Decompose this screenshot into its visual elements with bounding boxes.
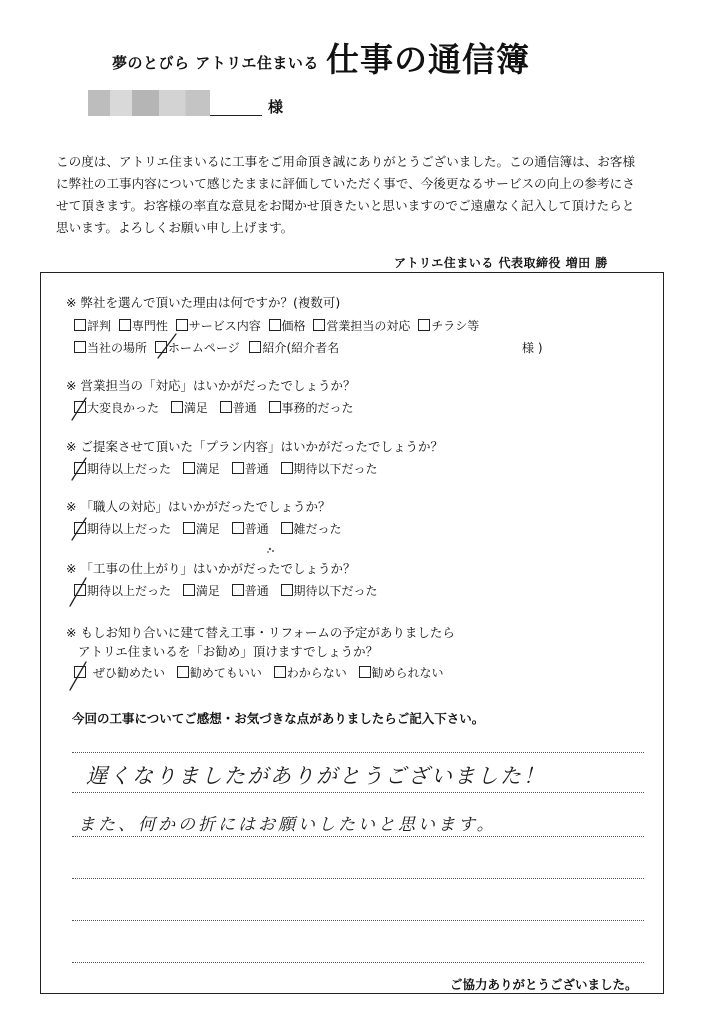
comment-line [72,920,644,921]
footer-thanks: ご協力ありがとうございました。 [450,977,638,992]
referrer-suffix: 様 ) [522,341,543,355]
comment-line [72,752,644,753]
question-3-text: ※ ご提案させて頂いた「プラン内容」はいかがだったでしょうか？ [66,439,443,454]
check-mark-homepage [158,334,176,358]
check-mark-q6 [70,662,86,690]
question-2-options: 大変良かった 満足 普通 事務的だった [74,399,354,416]
handwritten-comment-line-1: 遅くなりましたがありがとうございました！ [86,764,546,788]
question-2-text: ※ 営業担当の「対応」はいかがだったでしょうか？ [66,378,356,393]
question-4-text: ※ 「職人の対応」はいかがだったでしょうか？ [66,499,331,514]
question-4-options: 期待以上だった 満足 普通 雑だった [74,520,342,537]
brand-name: 夢のとびら アトリエ住まいる [112,54,319,72]
check-mark-q2 [72,398,86,420]
check-mark-q5 [70,578,86,606]
comment-line [72,836,644,837]
honorific-label: 様 [268,98,284,116]
question-5-options: 期待以上だった 満足 普通 期待以下だった [74,582,378,599]
signer-line: アトリエ住まいる 代表取締役 増田 勝 [394,256,608,270]
check-mark-q4 [72,518,86,540]
question-3-options: 期待以上だった 満足 普通 期待以下だった [74,460,378,477]
comment-prompt: 今回の工事についてご感想・お気づきな点がありましたらご記入下さい。 [72,711,485,726]
question-1-options-row-2: 当社の場所 ホームページ 紹介(紹介者名 [74,339,339,356]
handwritten-comment-line-2: また、何かの折にはお願いしたいと思います。 [78,815,497,835]
question-6-text-line-2: アトリエ住まいるを「お勧め」頂けますでしょうか？ [78,644,379,659]
check-mark-q3 [72,458,86,480]
intro-text: この度は、アトリエ住まいるに工事をご用命頂き誠にありがとうございました。この通信簿は、お客様に弊社の工事内容について感じたままに評価していただく事で、今後更なるサービスの向上の参考にさせて頂きます。お客様の率直な意見をお聞かせ頂きたいと思いますのでご遠慮なく記入して頂けたらと思います。よろしくお願い申し上げます。 [56,154,636,235]
question-1-text: ※ 弊社を選んで頂いた理由は何ですか？(複数可) [66,295,341,310]
question-6-options: ぜひ勧めたい 勧めてもいい わからない 勧められない [74,664,444,681]
question-5-text: ※ 「工事の仕上がり」はいかがだったでしょうか？ [66,561,356,576]
page-title: 仕事の通信簿 [326,40,530,79]
question-6-text: ※ もしお知り合いに建て替え工事・リフォームの予定がありましたら [66,625,455,640]
comment-line [72,878,644,879]
question-1-options-row-1: 評判 専門性 サービス内容 価格 営業担当の対応 チラシ等 [74,317,479,334]
ink-speck [267,548,274,553]
comment-line [72,962,644,963]
comment-line [72,792,644,793]
